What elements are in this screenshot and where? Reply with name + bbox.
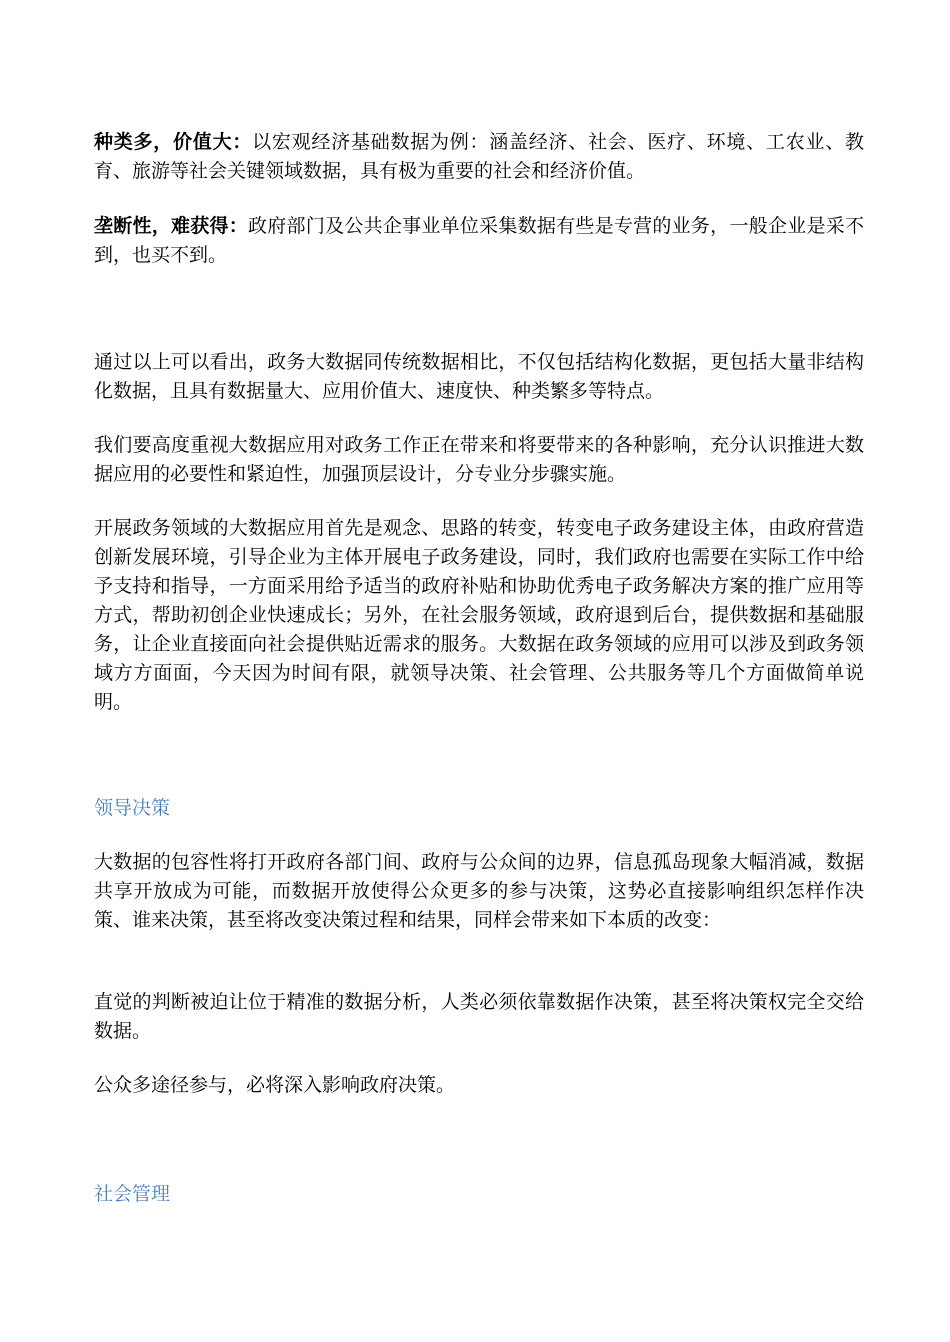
paragraph: 大数据的包容性将打开政府各部门间、政府与公众间的边界，信息孤岛现象大幅消减，数据共享开放成为可能，而数据开放使得公众更多的参与决策，这势必直接影响组织怎样作决策、谁来决策，甚至将改变决策过程和结果，同样会带来如下本质的改变： <box>94 851 864 931</box>
item-monopoly <box>94 212 864 270</box>
paragraph: 我们要高度重视大数据应用对政务工作正在带来和将要带来的各种影响，充分认识推进大数据应用的必要性和紧迫性，加强顶层设计，分专业分步骤实施。 <box>94 434 864 485</box>
item-variety-value <box>94 128 864 186</box>
paragraph: 通过以上可以看出，政务大数据同传统数据相比，不仅包括结构化数据，更包括大量非结构化数据，且具有数据量大、应用价值大、速度快、种类繁多等特点。 <box>94 351 864 402</box>
item-lead: 种类多，价值大： <box>94 131 253 153</box>
paragraph: 直觉的判断被迫让位于精准的数据分析，人类必须依靠数据作决策，甚至将决策权完全交给数据。 <box>94 991 864 1042</box>
paragraph: 公众多途径参与，必将深入影响政府决策。 <box>94 1074 456 1096</box>
section-heading-social: 社会管理 <box>94 1183 171 1205</box>
item-text: 以宏观经济基础数据为例：涵盖经济、社会、医疗、环境、工农业、教育、旅游等社会关键领域数据，具有极为重要的社会和经济价值。 <box>94 131 864 182</box>
section-heading-leadership: 领导决策 <box>94 797 171 819</box>
paragraph: 开展政务领域的大数据应用首先是观念、思路的转变，转变电子政务建设主体，由政府营造创新发展环境，引导企业为主体开展电子政务建设，同时，我们政府也需要在实际工作中给予支持和指导，一方面采用给予适当的政府补贴和协助优秀电子政务解决方案的推广应用等方式，帮助初创企业快速成长；另外，在社会服务领域，政府退到后台，提供数据和基础服务，让企业直接面向社会提供贴近需求的服务。大数据在政务领域的应用可以涉及到政务领域方方面面，今天因为时间有限，就领导决策、社会管理、公共服务等几个方面做简单说明。 <box>94 517 864 713</box>
item-text: 政府部门及公共企事业单位采集数据有些是专营的业务，一般企业是采不到，也买不到。 <box>94 215 864 266</box>
item-lead: 垄断性，难获得： <box>94 215 249 237</box>
